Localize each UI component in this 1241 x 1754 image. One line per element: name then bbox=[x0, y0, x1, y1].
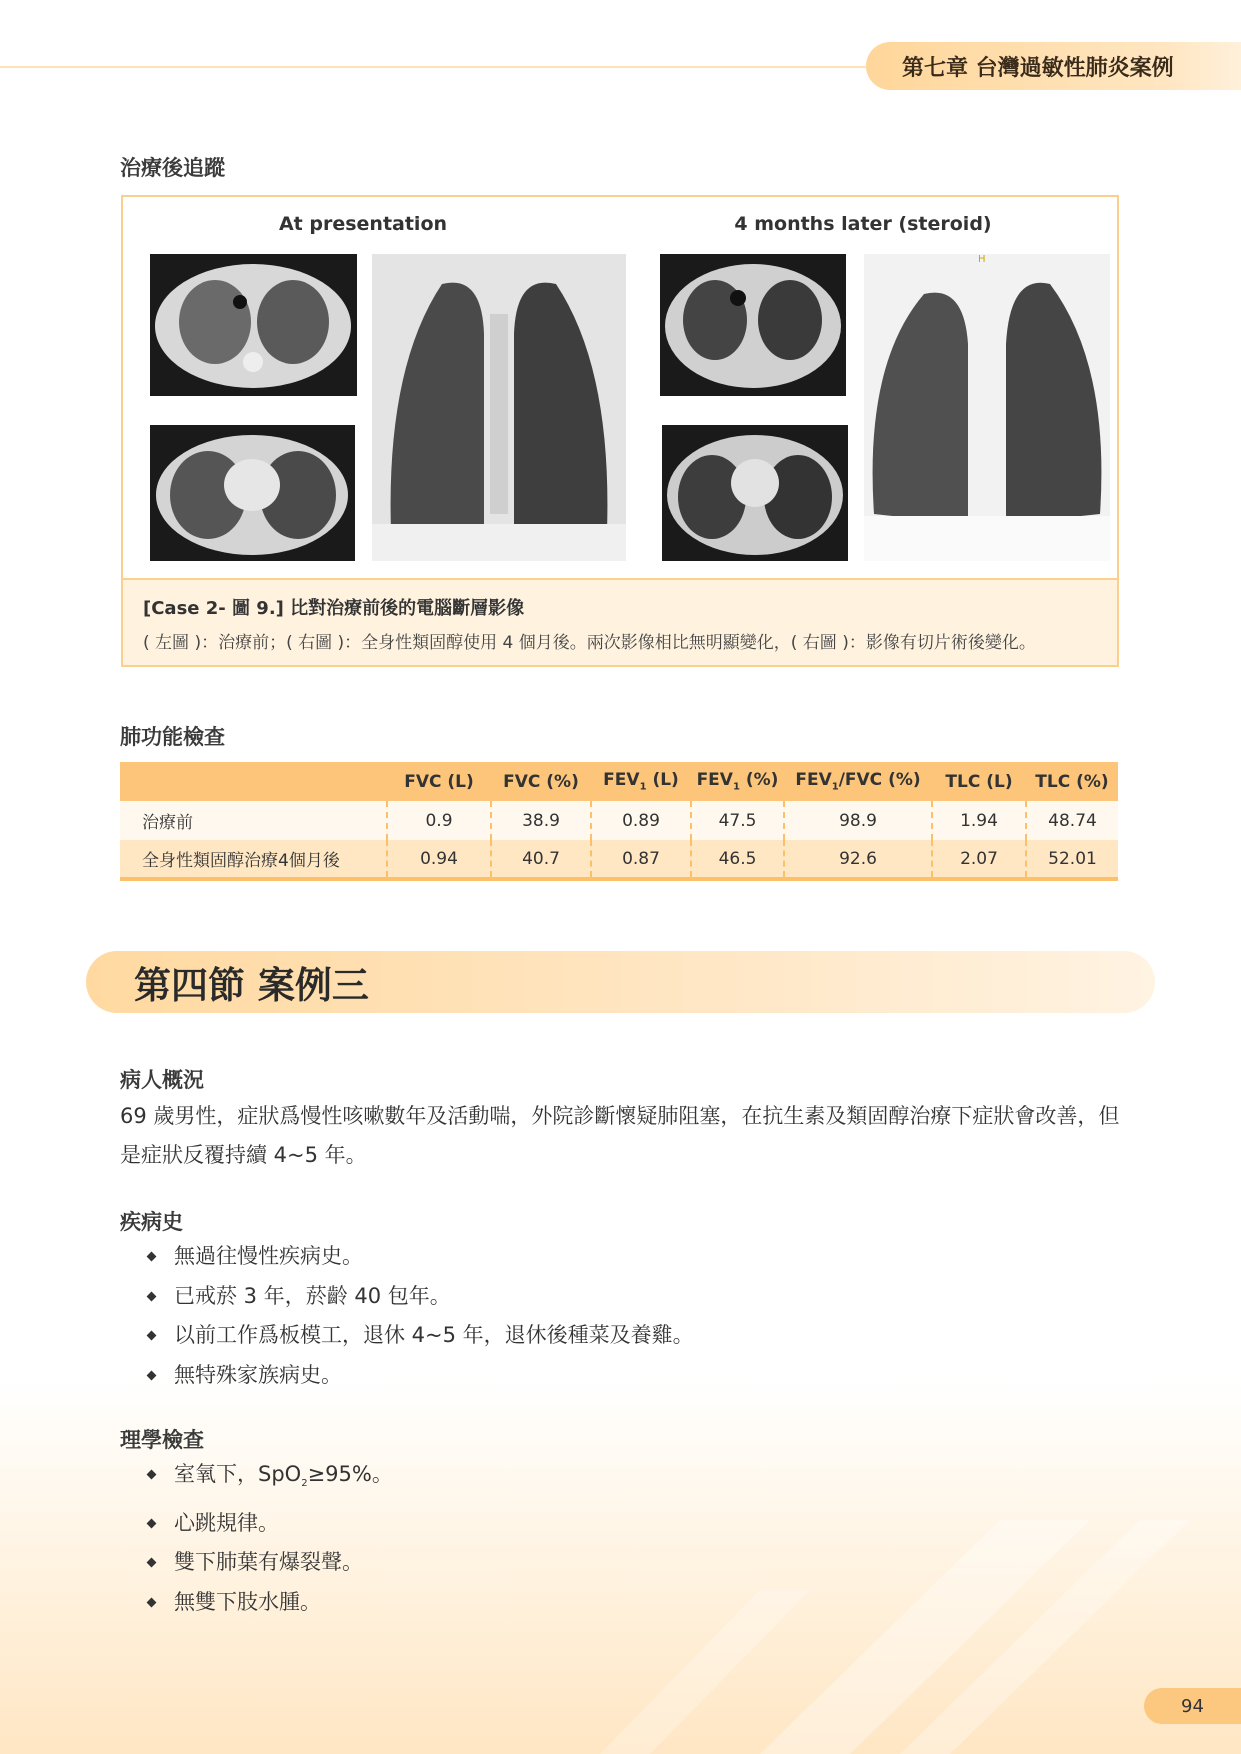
profile-text: 69 歲男性，症狀爲慢性咳嗽數年及活動喘，外院診斷懷疑肺阻塞，在抗生素及類固醇治療下症狀會改善，但是症狀反覆持續 4~5 年。 bbox=[120, 1104, 1120, 1167]
bullet-icon bbox=[147, 1331, 157, 1341]
table-header: $FEV_1$ (%) bbox=[691, 762, 784, 801]
table-cell: 0.9 bbox=[387, 801, 491, 840]
table-cell: 92.6 bbox=[784, 840, 932, 879]
ct-axial-after-lower bbox=[662, 425, 848, 561]
row-label: 治療前 bbox=[120, 801, 387, 840]
bullet-icon bbox=[147, 1558, 157, 1568]
bullet-icon bbox=[147, 1370, 157, 1380]
right-panel-title: 4 months later (steroid) bbox=[734, 213, 992, 235]
pft-table bbox=[120, 762, 1118, 881]
table-header: $FEV_1$/FVC (%) bbox=[784, 762, 932, 801]
table-header: TLC (L) bbox=[932, 762, 1026, 801]
bullet-icon bbox=[147, 1291, 157, 1301]
list-item: 以前工作爲板模工，退休 4~5 年，退休後種菜及養雞。 bbox=[146, 1316, 694, 1356]
table-cell: 48.74 bbox=[1026, 801, 1118, 840]
ct-axial-before-lower bbox=[150, 425, 355, 561]
table-cell: 38.9 bbox=[491, 801, 591, 840]
table-cell: 52.01 bbox=[1026, 840, 1118, 879]
table-header: $FEV_1$ (L) bbox=[591, 762, 691, 801]
ct-coronal-before bbox=[372, 254, 626, 561]
history-heading: 疾病史 bbox=[120, 1210, 183, 1234]
table-cell: 47.5 bbox=[691, 801, 784, 840]
row-label: 全身性類固醇治療4個月後 bbox=[120, 840, 387, 879]
profile-heading: 病人概況 bbox=[120, 1068, 204, 1092]
chapter-title: 第七章 台灣過敏性肺炎案例 bbox=[866, 42, 1241, 90]
table-cell: 2.07 bbox=[932, 840, 1026, 879]
ct-axial-before-upper bbox=[150, 254, 357, 396]
list-item: 已戒菸 3 年，菸齡 40 包年。 bbox=[146, 1277, 694, 1317]
table-header bbox=[120, 762, 387, 801]
ct-figure bbox=[121, 195, 1119, 667]
pft-heading: 肺功能檢查 bbox=[120, 725, 225, 749]
caption-title: [Case 2- 圖 9.] 比對治療前後的電腦斷層影像 bbox=[143, 598, 525, 619]
table-header: TLC (%) bbox=[1026, 762, 1118, 801]
list-item: 無過往慢性疾病史。 bbox=[146, 1237, 694, 1277]
bullet-icon bbox=[147, 1518, 157, 1528]
caption-text: ( 左圖 )：治療前；( 右圖 )：全身性類固醇使用 4 個月後。兩次影像相比無明顯變化，( 右圖 )：影像有切片術後變化。 bbox=[143, 633, 1036, 653]
table-cell: 46.5 bbox=[691, 840, 784, 879]
table-cell: 98.9 bbox=[784, 801, 932, 840]
table-cell: 0.94 bbox=[387, 840, 491, 879]
table-header: FVC (L) bbox=[387, 762, 491, 801]
ct-axial-after-upper bbox=[660, 254, 846, 396]
table-header: FVC (%) bbox=[491, 762, 591, 801]
table-row bbox=[120, 840, 1118, 879]
left-panel-title: At presentation bbox=[278, 213, 448, 235]
image-marker: H bbox=[978, 254, 986, 265]
table-row bbox=[120, 801, 1118, 840]
list-item: 雙下肺葉有爆裂聲。 bbox=[146, 1543, 393, 1583]
exam-heading: 理學檢查 bbox=[120, 1428, 204, 1452]
table-cell: 40.7 bbox=[491, 840, 591, 879]
page-number: 94 bbox=[1144, 1688, 1241, 1724]
list-item: 心跳規律。 bbox=[146, 1504, 393, 1544]
list-item: 無特殊家族病史。 bbox=[146, 1356, 694, 1396]
table-header-row bbox=[120, 762, 1118, 801]
table-cell: 0.87 bbox=[591, 840, 691, 879]
header-rule bbox=[0, 66, 880, 68]
bullet-icon bbox=[147, 1470, 157, 1480]
exam-list bbox=[146, 1455, 393, 1622]
bullet-icon bbox=[147, 1597, 157, 1607]
ct-coronal-after bbox=[864, 254, 1110, 561]
history-list bbox=[146, 1237, 694, 1395]
table-cell: 0.89 bbox=[591, 801, 691, 840]
list-item: 室氧下，SpO$_2$≥95%。 bbox=[146, 1455, 393, 1504]
bullet-icon bbox=[147, 1252, 157, 1262]
figure-caption bbox=[123, 578, 1117, 665]
table-cell: 1.94 bbox=[932, 801, 1026, 840]
list-item: 無雙下肢水腫。 bbox=[146, 1583, 393, 1623]
followup-heading: 治療後追蹤 bbox=[120, 156, 225, 180]
section-banner: 第四節 案例三 bbox=[86, 951, 1155, 1013]
